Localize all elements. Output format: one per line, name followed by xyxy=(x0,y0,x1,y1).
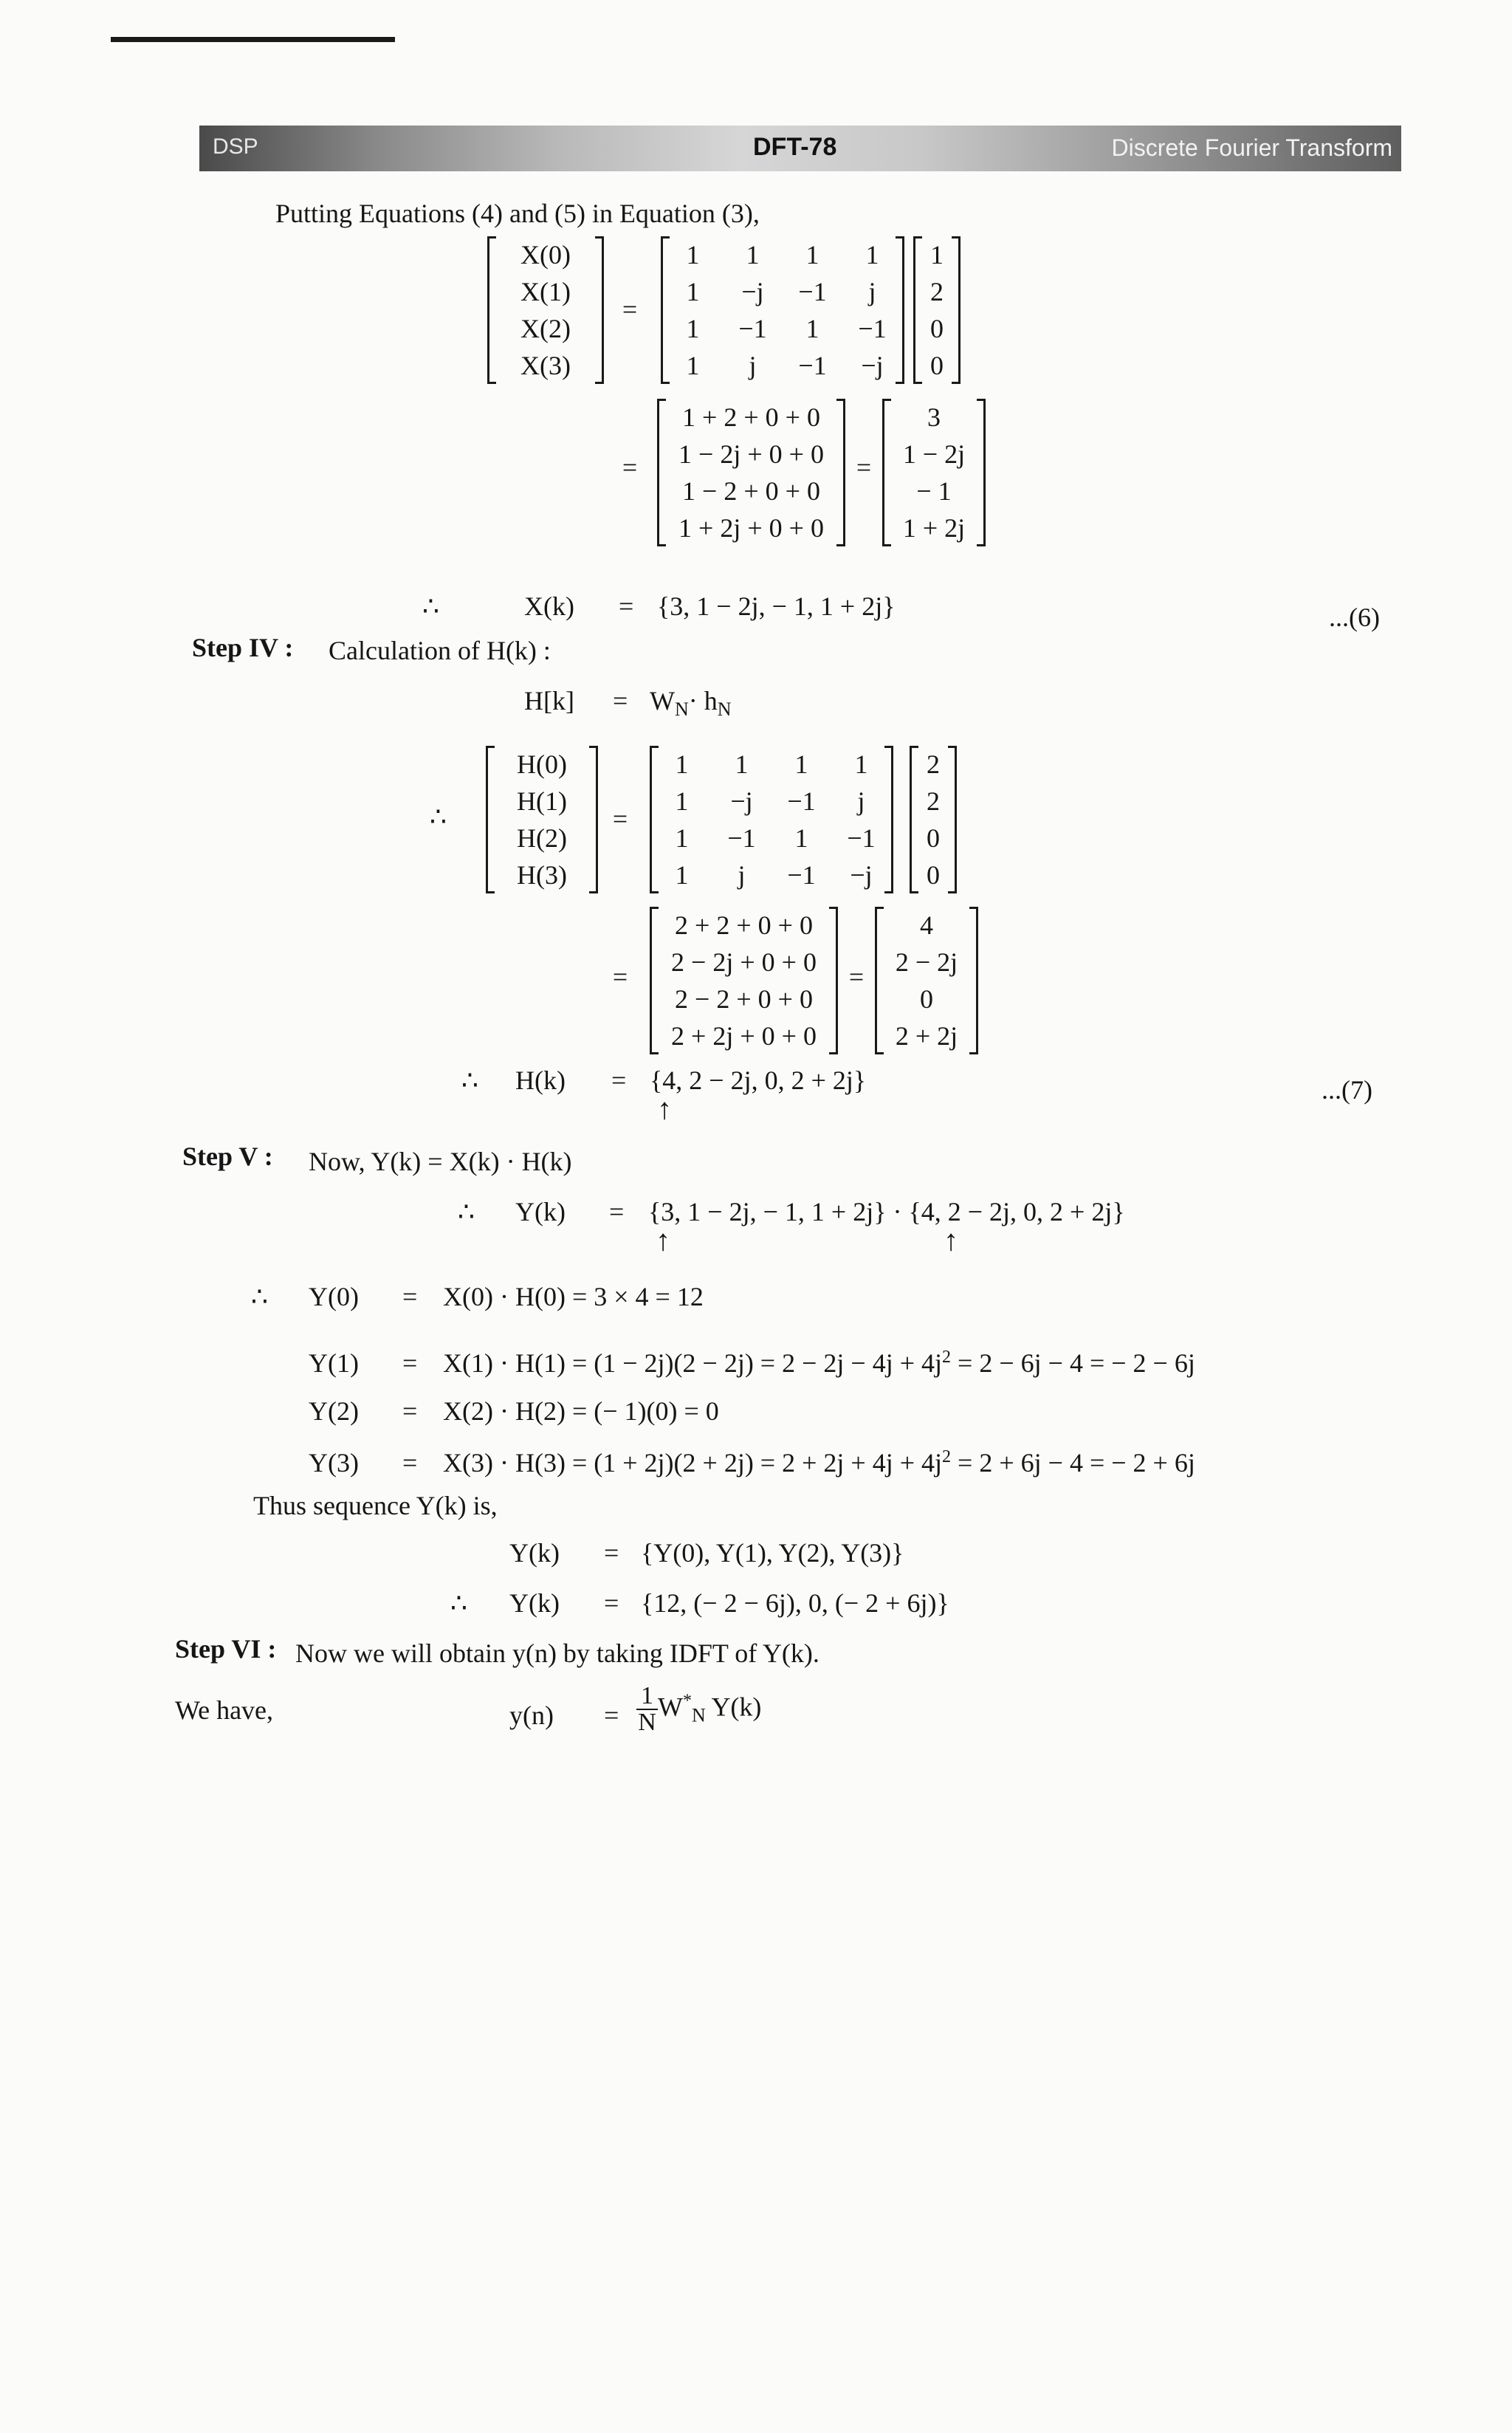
x-twiddle-matrix xyxy=(661,236,904,384)
x-sum-2: 1 − 2 + 0 + 0 xyxy=(682,476,820,506)
h-w-21: −1 xyxy=(727,823,756,853)
h-sum-2: 2 − 2 + 0 + 0 xyxy=(675,984,813,1014)
x-sum-0: 1 + 2 + 0 + 0 xyxy=(682,402,820,432)
x-w-33: −j xyxy=(861,351,884,380)
h-w-00: 1 xyxy=(675,749,689,779)
h-therefore: ∴ xyxy=(430,802,447,831)
h-eq-2: = xyxy=(612,962,628,992)
x-eq-2: = xyxy=(622,453,638,482)
yn-eq: = xyxy=(604,1701,619,1730)
x-w-31: j xyxy=(749,351,757,380)
hk-arrow: ↑ xyxy=(657,1092,672,1125)
x-w-02: 1 xyxy=(805,240,819,270)
x-w-13: j xyxy=(868,277,876,306)
hk-w-sub: N xyxy=(674,699,689,721)
y1-rhs xyxy=(443,1348,1195,1379)
x-w-20: 1 xyxy=(686,314,700,343)
yk1-eq: = xyxy=(604,1538,619,1568)
x-w-12: −1 xyxy=(798,277,827,306)
y3-square: 2 xyxy=(942,1447,952,1466)
x-therefore: ∴ xyxy=(422,591,439,621)
h-w-30: 1 xyxy=(675,860,689,890)
y0-therefore: ∴ xyxy=(251,1282,268,1311)
h-res-0: 4 xyxy=(920,910,933,940)
header-chapter: Discrete Fourier Transform xyxy=(1111,134,1392,161)
x-w-21: −1 xyxy=(738,314,767,343)
h-w-20: 1 xyxy=(675,823,689,853)
yn-den: N xyxy=(638,1709,656,1736)
x-sum-vector xyxy=(657,399,845,546)
we-have-text: We have, xyxy=(175,1695,274,1725)
x-w-30: 1 xyxy=(686,351,700,380)
yn-w: W xyxy=(658,1692,683,1722)
y3-lhs: Y(3) xyxy=(309,1448,359,1478)
step6-text: Now we will obtain y(n) by taking IDFT of Y(k). xyxy=(295,1638,819,1668)
h-w-02: 1 xyxy=(794,749,808,779)
y3-rhs xyxy=(443,1447,1195,1478)
yn-num: 1 xyxy=(636,1684,658,1710)
h-w-10: 1 xyxy=(675,786,689,816)
x-eq-3: = xyxy=(856,453,872,482)
x-sum-1: 1 − 2j + 0 + 0 xyxy=(678,439,824,469)
y2-lhs: Y(2) xyxy=(309,1396,359,1426)
x-res-3: 1 + 2j xyxy=(902,513,966,543)
x-lhs-vector xyxy=(487,236,604,384)
yk2-eq: = xyxy=(604,1588,619,1618)
hk-w: W xyxy=(650,686,675,716)
y3-rhs-b: = 2 + 6j − 4 = − 2 + 6j xyxy=(958,1448,1195,1478)
header-subject: DSP xyxy=(213,134,258,159)
x-res-2: − 1 xyxy=(916,476,952,506)
hk-rhs: {4, 2 − 2j, 0, 2 + 2j} xyxy=(650,1065,867,1095)
yk1-lhs: Y(k) xyxy=(509,1538,560,1568)
h-w-11: −j xyxy=(730,786,753,816)
h-vec-0: 2 xyxy=(927,749,940,779)
y1-square: 2 xyxy=(942,1348,952,1367)
h-vec-3: 0 xyxy=(927,860,940,890)
step5-text: Now, Y(k) = X(k) · H(k) xyxy=(309,1147,572,1176)
page-header-band xyxy=(199,126,1401,171)
h-res-3: 2 + 2j xyxy=(895,1021,958,1051)
h-w-33: −j xyxy=(850,860,873,890)
y1-lhs: Y(1) xyxy=(309,1348,359,1378)
x-w-32: −1 xyxy=(798,351,827,380)
yn-star: * xyxy=(682,1691,692,1711)
intro-text: Putting Equations (4) and (5) in Equation (3), xyxy=(275,199,760,228)
yn-lhs: y(n) xyxy=(509,1701,554,1730)
x-vec-3: 0 xyxy=(930,351,944,380)
x-lhs-1: X(1) xyxy=(520,277,571,306)
h-sum-3: 2 + 2j + 0 + 0 xyxy=(671,1021,817,1051)
x-result-vector xyxy=(882,399,986,546)
yk-arrow-1: ↑ xyxy=(656,1224,670,1257)
x-w-22: 1 xyxy=(805,314,819,343)
y0-lhs: Y(0) xyxy=(309,1282,359,1311)
h-w-03: 1 xyxy=(854,749,868,779)
h-sum-vector xyxy=(650,907,838,1054)
x-sum-3: 1 + 2j + 0 + 0 xyxy=(678,513,824,543)
step4-label: Step IV : xyxy=(192,633,294,662)
y3-rhs-a: X(3) · H(3) = (1 + 2j)(2 + 2j) = 2 + 2j + 4j + 4j xyxy=(443,1448,943,1478)
yk-arrow-2: ↑ xyxy=(944,1224,958,1257)
x-lhs-2: X(2) xyxy=(520,314,571,343)
hk-h-sub: N xyxy=(717,699,732,721)
y0-eq: = xyxy=(402,1282,418,1311)
h-lhs-3: H(3) xyxy=(517,860,567,890)
y3-eq: = xyxy=(402,1448,418,1478)
h-lhs-vector xyxy=(486,746,598,893)
x-w-11: −j xyxy=(741,277,764,306)
hk-dot-h: · h xyxy=(688,686,718,716)
yn-sub: N xyxy=(691,1704,706,1726)
h-twiddle-matrix xyxy=(650,746,893,893)
eq-number-7: ...(7) xyxy=(1322,1075,1372,1105)
h-lhs-1: H(1) xyxy=(517,786,567,816)
h-w-32: −1 xyxy=(787,860,816,890)
xk-lhs: X(k) xyxy=(524,591,574,621)
eq-number-6: ...(6) xyxy=(1329,603,1380,632)
page-number: DFT-78 xyxy=(753,133,837,161)
hk-formula-rhs xyxy=(650,685,732,721)
x-w-00: 1 xyxy=(686,240,700,270)
h-eq-3: = xyxy=(848,962,865,992)
y1-eq: = xyxy=(402,1348,418,1378)
hk-formula-eq: = xyxy=(613,686,628,716)
x-w-23: −1 xyxy=(858,314,887,343)
h-w-12: −1 xyxy=(787,786,816,816)
step6-label: Step VI : xyxy=(175,1634,277,1664)
y1-rhs-b: = 2 − 6j − 4 = − 2 − 6j xyxy=(958,1348,1195,1378)
h-res-1: 2 − 2j xyxy=(895,947,958,977)
thus-text: Thus sequence Y(k) is, xyxy=(253,1491,498,1520)
step4-text: Calculation of H(k) : xyxy=(329,636,551,665)
yk-therefore: ∴ xyxy=(458,1197,475,1226)
xk-rhs: {3, 1 − 2j, − 1, 1 + 2j} xyxy=(657,591,896,621)
x-eq-1: = xyxy=(622,295,638,324)
x-vec-2: 0 xyxy=(930,314,944,343)
x-lhs-0: X(0) xyxy=(520,240,571,270)
yk-product-eq: = xyxy=(609,1197,625,1226)
h-w-23: −1 xyxy=(847,823,876,853)
h-vec-1: 2 xyxy=(927,786,940,816)
h-lhs-0: H(0) xyxy=(517,749,567,779)
hk-lhs: H(k) xyxy=(515,1065,566,1095)
hk-eq: = xyxy=(611,1065,627,1095)
h-w-22: 1 xyxy=(794,823,808,853)
x-w-10: 1 xyxy=(686,277,700,306)
y0-rhs: X(0) · H(0) = 3 × 4 = 12 xyxy=(443,1282,704,1311)
yk2-lhs: Y(k) xyxy=(509,1588,560,1618)
h-w-31: j xyxy=(738,860,746,890)
y1-rhs-a: X(1) · H(1) = (1 − 2j)(2 − 2j) = 2 − 2j − 4j + 4j xyxy=(443,1348,943,1378)
x-res-1: 1 − 2j xyxy=(902,439,966,469)
h-eq-1: = xyxy=(612,804,628,834)
h-w-13: j xyxy=(857,786,865,816)
x-lhs-3: X(3) xyxy=(520,351,571,380)
h-vec-2: 0 xyxy=(927,823,940,853)
step5-label: Step V : xyxy=(182,1142,273,1171)
yk-product-rhs: {3, 1 − 2j, − 1, 1 + 2j} · {4, 2 − 2j, 0, 2 + 2j} xyxy=(648,1197,1125,1226)
x-w-01: 1 xyxy=(746,240,760,270)
hk-therefore: ∴ xyxy=(461,1065,478,1095)
yk1-rhs: {Y(0), Y(1), Y(2), Y(3)} xyxy=(641,1538,904,1568)
top-rule xyxy=(111,37,395,42)
yn-rhs xyxy=(636,1684,761,1735)
x-input-vector xyxy=(913,236,961,384)
h-sum-1: 2 − 2j + 0 + 0 xyxy=(671,947,817,977)
yn-fraction xyxy=(636,1684,658,1735)
yk-product-lhs: Y(k) xyxy=(515,1197,566,1226)
x-vec-0: 1 xyxy=(930,240,944,270)
h-res-2: 0 xyxy=(920,984,933,1014)
x-res-0: 3 xyxy=(927,402,941,432)
h-input-vector xyxy=(910,746,957,893)
h-sum-0: 2 + 2 + 0 + 0 xyxy=(675,910,813,940)
y2-eq: = xyxy=(402,1396,418,1426)
hk-formula-lhs: H[k] xyxy=(524,686,574,716)
x-vec-1: 2 xyxy=(930,277,944,306)
xk-eq: = xyxy=(619,591,634,621)
yk2-therefore: ∴ xyxy=(450,1588,467,1618)
h-result-vector xyxy=(875,907,978,1054)
yk2-rhs: {12, (− 2 − 6j), 0, (− 2 + 6j)} xyxy=(641,1588,949,1618)
y2-rhs: X(2) · H(2) = (− 1)(0) = 0 xyxy=(443,1396,719,1426)
h-w-01: 1 xyxy=(735,749,749,779)
h-lhs-2: H(2) xyxy=(517,823,567,853)
yn-tail: Y(k) xyxy=(711,1692,762,1722)
x-w-03: 1 xyxy=(865,240,879,270)
